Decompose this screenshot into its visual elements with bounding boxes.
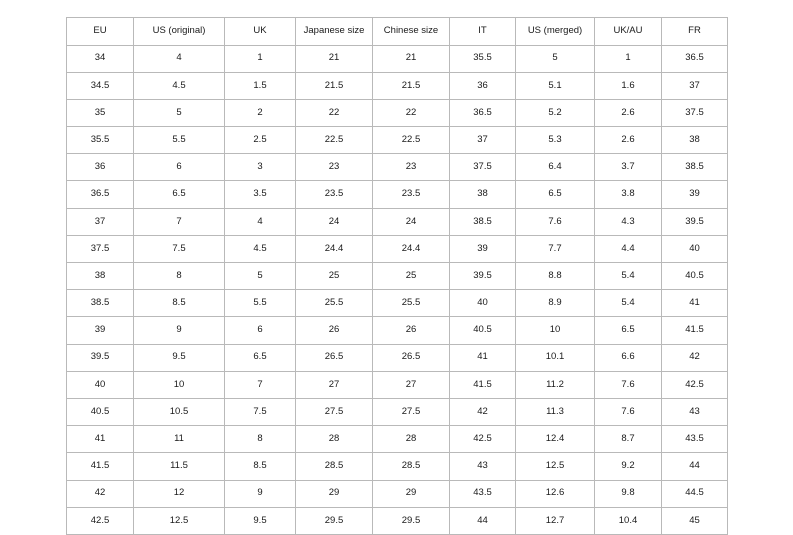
table-cell: 11.5 [134,453,225,480]
table-cell: 9.8 [595,480,662,507]
table-cell: 21.5 [296,72,373,99]
table-cell: 39.5 [450,263,516,290]
table-cell: 5 [134,99,225,126]
table-cell: 6.4 [516,154,595,181]
table-cell: 41 [67,426,134,453]
table-cell: 42 [662,344,728,371]
table-cell: 25.5 [296,290,373,317]
table-cell: 43 [450,453,516,480]
shoe-size-conversion-table [66,17,728,535]
table-cell: 37 [67,208,134,235]
table-container [66,17,727,535]
table-cell: 38 [662,127,728,154]
column-header-eu: EU [67,18,134,46]
table-row [67,72,728,99]
table-cell: 24 [296,208,373,235]
table-cell: 24.4 [373,235,450,262]
table-cell: 10.5 [134,398,225,425]
table-cell: 39 [67,317,134,344]
table-cell: 7 [225,371,296,398]
table-cell: 21 [296,45,373,72]
table-cell: 5.3 [516,127,595,154]
table-cell: 43 [662,398,728,425]
table-cell: 5.2 [516,99,595,126]
table-cell: 3.8 [595,181,662,208]
table-cell: 5 [516,45,595,72]
table-cell: 4.4 [595,235,662,262]
table-cell: 3 [225,154,296,181]
column-header-us-original: US (original) [134,18,225,46]
table-cell: 38.5 [67,290,134,317]
table-row [67,263,728,290]
table-cell: 41.5 [67,453,134,480]
table-cell: 7.6 [595,398,662,425]
table-cell: 26 [373,317,450,344]
table-cell: 37 [450,127,516,154]
table-cell: 9.5 [134,344,225,371]
table-cell: 4 [225,208,296,235]
table-cell: 8.5 [225,453,296,480]
table-body [67,45,728,534]
table-cell: 11.2 [516,371,595,398]
table-cell: 40 [662,235,728,262]
table-cell: 37.5 [67,235,134,262]
table-cell: 9.2 [595,453,662,480]
column-header-uk: UK [225,18,296,46]
table-cell: 21.5 [373,72,450,99]
table-cell: 43.5 [450,480,516,507]
table-row [67,45,728,72]
table-cell: 9 [134,317,225,344]
table-cell: 37.5 [450,154,516,181]
table-cell: 6.5 [516,181,595,208]
table-cell: 42.5 [450,426,516,453]
column-header-japanese-size: Japanese size [296,18,373,46]
table-cell: 3.7 [595,154,662,181]
table-cell: 40 [67,371,134,398]
table-cell: 12.5 [516,453,595,480]
table-cell: 10.1 [516,344,595,371]
table-cell: 12.4 [516,426,595,453]
table-cell: 39.5 [67,344,134,371]
table-cell: 26.5 [373,344,450,371]
table-cell: 7.7 [516,235,595,262]
table-row [67,398,728,425]
table-cell: 42.5 [662,371,728,398]
table-cell: 41 [662,290,728,317]
table-cell: 45 [662,507,728,534]
table-cell: 4.3 [595,208,662,235]
table-cell: 38 [67,263,134,290]
table-cell: 40 [450,290,516,317]
table-cell: 4.5 [225,235,296,262]
table-cell: 6.5 [595,317,662,344]
table-cell: 24.4 [296,235,373,262]
table-cell: 5.4 [595,263,662,290]
table-cell: 41.5 [450,371,516,398]
table-cell: 8 [134,263,225,290]
table-cell: 40.5 [662,263,728,290]
table-cell: 2 [225,99,296,126]
table-row [67,127,728,154]
table-cell: 28 [373,426,450,453]
table-cell: 7.6 [595,371,662,398]
table-cell: 6.5 [134,181,225,208]
table-cell: 23.5 [296,181,373,208]
table-cell: 25.5 [373,290,450,317]
table-cell: 1 [225,45,296,72]
table-cell: 36.5 [67,181,134,208]
table-cell: 28 [296,426,373,453]
table-header-row [67,18,728,46]
table-cell: 8 [225,426,296,453]
column-header-us-merged: US (merged) [516,18,595,46]
table-cell: 24 [373,208,450,235]
table-cell: 36 [67,154,134,181]
table-cell: 5.1 [516,72,595,99]
table-cell: 26 [296,317,373,344]
table-cell: 22.5 [373,127,450,154]
table-cell: 9.5 [225,507,296,534]
column-header-uk-au: UK/AU [595,18,662,46]
table-cell: 8.8 [516,263,595,290]
table-cell: 29 [296,480,373,507]
column-header-chinese-size: Chinese size [373,18,450,46]
table-cell: 39 [450,235,516,262]
table-cell: 39.5 [662,208,728,235]
table-cell: 12.6 [516,480,595,507]
table-row [67,181,728,208]
table-cell: 1.5 [225,72,296,99]
table-cell: 10.4 [595,507,662,534]
table-header [67,18,728,46]
table-cell: 3.5 [225,181,296,208]
column-header-it: IT [450,18,516,46]
table-cell: 42.5 [67,507,134,534]
table-row [67,507,728,534]
table-cell: 37.5 [662,99,728,126]
table-cell: 22 [373,99,450,126]
table-cell: 9 [225,480,296,507]
table-cell: 41 [450,344,516,371]
table-cell: 43.5 [662,426,728,453]
table-cell: 25 [296,263,373,290]
table-cell: 35 [67,99,134,126]
table-cell: 8.5 [134,290,225,317]
table-cell: 5.5 [134,127,225,154]
table-cell: 12 [134,480,225,507]
table-cell: 28.5 [373,453,450,480]
table-cell: 23 [373,154,450,181]
table-cell: 22 [296,99,373,126]
table-cell: 27.5 [296,398,373,425]
table-cell: 28.5 [296,453,373,480]
table-row [67,317,728,344]
table-cell: 5.4 [595,290,662,317]
table-cell: 26.5 [296,344,373,371]
table-cell: 6 [134,154,225,181]
table-row [67,235,728,262]
table-cell: 38.5 [450,208,516,235]
table-cell: 40.5 [450,317,516,344]
table-cell: 23.5 [373,181,450,208]
table-cell: 44.5 [662,480,728,507]
table-row [67,426,728,453]
table-cell: 2.6 [595,127,662,154]
table-row [67,99,728,126]
table-cell: 2.6 [595,99,662,126]
table-cell: 42 [67,480,134,507]
table-cell: 34 [67,45,134,72]
table-cell: 42 [450,398,516,425]
table-cell: 37 [662,72,728,99]
table-cell: 44 [662,453,728,480]
table-cell: 12.5 [134,507,225,534]
table-row [67,371,728,398]
table-cell: 8.9 [516,290,595,317]
table-cell: 11 [134,426,225,453]
table-cell: 22.5 [296,127,373,154]
table-cell: 7 [134,208,225,235]
table-cell: 27.5 [373,398,450,425]
table-cell: 29 [373,480,450,507]
table-cell: 5.5 [225,290,296,317]
column-header-fr: FR [662,18,728,46]
table-row [67,480,728,507]
table-cell: 5 [225,263,296,290]
table-cell: 41.5 [662,317,728,344]
table-cell: 1.6 [595,72,662,99]
table-cell: 35.5 [450,45,516,72]
table-cell: 36.5 [662,45,728,72]
table-row [67,154,728,181]
table-cell: 23 [296,154,373,181]
table-cell: 38.5 [662,154,728,181]
table-row [67,290,728,317]
table-cell: 27 [296,371,373,398]
table-cell: 36 [450,72,516,99]
table-cell: 44 [450,507,516,534]
table-cell: 4 [134,45,225,72]
table-cell: 7.5 [134,235,225,262]
table-cell: 7.5 [225,398,296,425]
table-cell: 2.5 [225,127,296,154]
table-cell: 6.5 [225,344,296,371]
table-cell: 38 [450,181,516,208]
table-cell: 25 [373,263,450,290]
table-row [67,453,728,480]
table-row [67,344,728,371]
table-cell: 34.5 [67,72,134,99]
table-cell: 10 [516,317,595,344]
table-cell: 21 [373,45,450,72]
table-row [67,208,728,235]
table-cell: 7.6 [516,208,595,235]
table-cell: 29.5 [373,507,450,534]
table-cell: 4.5 [134,72,225,99]
table-cell: 10 [134,371,225,398]
table-cell: 29.5 [296,507,373,534]
table-cell: 39 [662,181,728,208]
table-cell: 11.3 [516,398,595,425]
table-cell: 8.7 [595,426,662,453]
table-cell: 12.7 [516,507,595,534]
table-cell: 40.5 [67,398,134,425]
table-cell: 36.5 [450,99,516,126]
table-cell: 1 [595,45,662,72]
table-cell: 35.5 [67,127,134,154]
table-cell: 27 [373,371,450,398]
table-cell: 6 [225,317,296,344]
table-cell: 6.6 [595,344,662,371]
